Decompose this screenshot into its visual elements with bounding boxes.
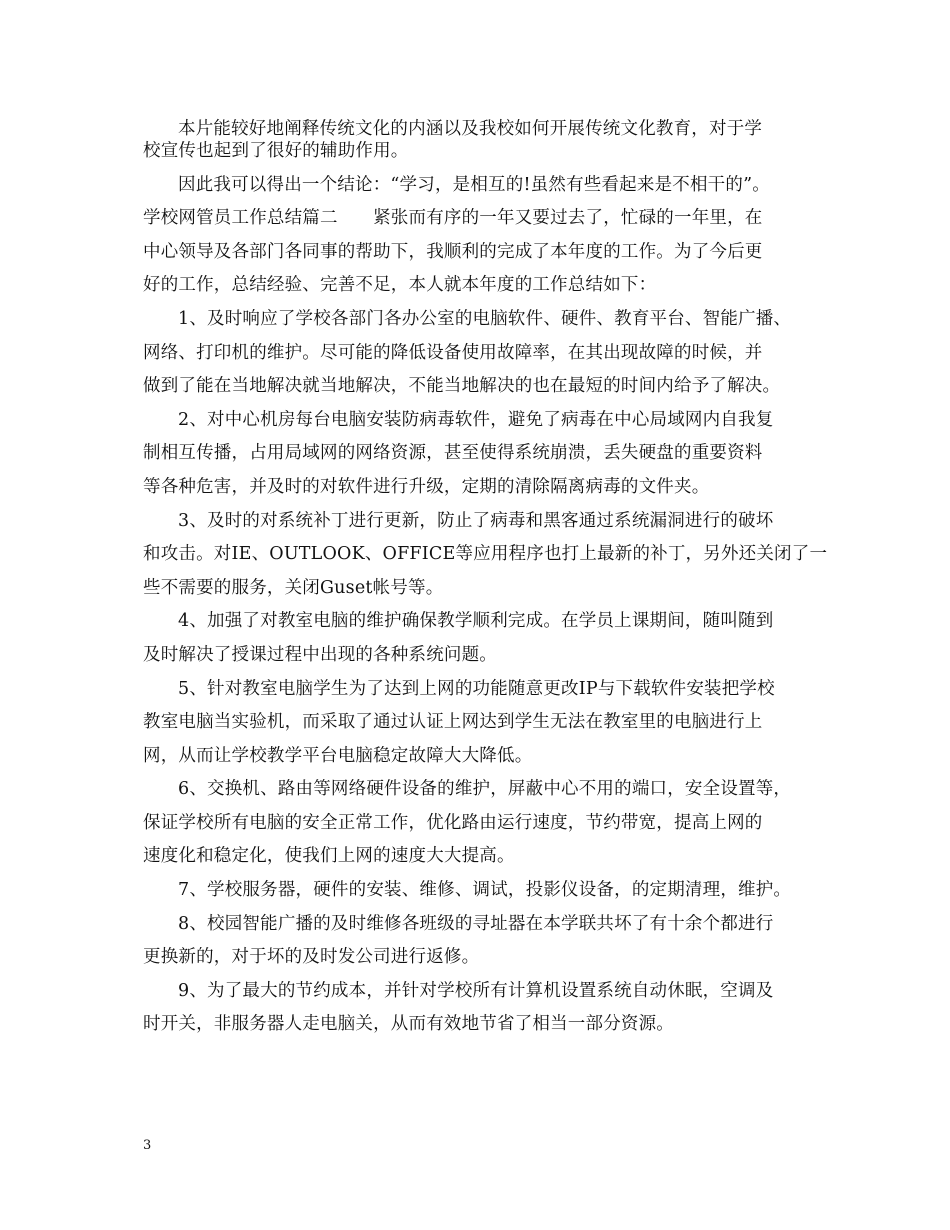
text-line: 3、及时的对系统补丁进行更新，防止了病毒和黑客通过系统漏洞进行的破坏 (178, 510, 774, 531)
text-line: 好的工作，总结经验、完善不足，本人就本年度的工作总结如下： (143, 275, 657, 296)
text-line: 5、针对教室电脑学生为了达到上网的功能随意更改IP与下载软件安装把学校 (178, 678, 775, 699)
text-line: 校宣传也起到了很好的辅助作用。 (143, 141, 409, 161)
text-line: 网络、打印机的维护。尽可能的降低设备使用故障率，在其出现故障的时候，并 (143, 342, 763, 363)
text-line: 更换新的，对于坏的及时发公司进行返修。 (143, 947, 480, 968)
text-line: 7、学校服务器，硬件的安装、维修、调试，投影仪设备，的定期清理，维护。 (178, 880, 792, 901)
text-line: 9、为了最大的节约成本，并针对学校所有计算机设置系统自动休眠，空调及 (178, 980, 774, 1001)
text-line: 教室电脑当实验机，而采取了通过认证上网达到学生无法在教室里的电脑进行上 (143, 712, 763, 733)
text-line: 6、交换机、路由等网络硬件设备的维护，屏蔽中心不用的端口，安全设置等， (178, 779, 792, 800)
text-line: 时开关，非服务器人走电脑关，从而有效地节省了相当一部分资源。 (143, 1014, 674, 1035)
text-line: 2、对中心机房每台电脑安装防病毒软件，避免了病毒在中心局域网内自我复 (178, 409, 774, 430)
document-body (143, 118, 828, 1035)
text-line: 8、校园智能广播的及时维修各班级的寻址器在本学联共坏了有十余个都进行 (178, 913, 774, 934)
text-line: 学校网管员工作总结篇二 紧张而有序的一年又要过去了，忙碌的一年里，在 (143, 208, 763, 229)
text-line: 做到了能在当地解决就当地解决，不能当地解决的也在最短的时间内给予了解决。 (143, 376, 781, 397)
text-line: 中心领导及各部门各同事的帮助下，我顺利的完成了本年度的工作。为了今后更 (143, 241, 763, 262)
text-line: 因此我可以得出一个结论：“学习，是相互的!虽然有些看起来是不相干的”。 (178, 174, 770, 195)
text-line: 1、及时响应了学校各部门各办公室的电脑软件、硬件、教育平台、智能广播、 (178, 308, 792, 329)
page-number: 3 (143, 1138, 152, 1153)
text-line: 及时解决了授课过程中出现的各种系统问题。 (143, 644, 497, 665)
text-line: 4、加强了对教室电脑的维护确保教学顺利完成。在学员上课期间，随叫随到 (178, 611, 774, 632)
text-line: 制相互传播，占用局域网的网络资源，甚至使得系统崩溃，丢失硬盘的重要资料 (143, 443, 763, 464)
text-line: 网，从而让学校教学平台电脑稳定故障大大降低。 (143, 745, 533, 766)
text-line: 等各种危害，并及时的对软件进行升级，定期的清除隔离病毒的文件夹。 (143, 476, 710, 497)
text-line: 保证学校所有电脑的安全正常工作，优化路由运行速度，节约带宽，提高上网的 (143, 812, 763, 833)
text-line: 速度化和稳定化，使我们上网的速度大大提高。 (143, 846, 515, 867)
text-line: 本片能较好地阐释传统文化的内涵以及我校如何开展传统文化教育，对于学 (178, 119, 763, 139)
text-line: 些不需要的服务，关闭Guset帐号等。 (143, 577, 444, 598)
text-line: 和攻击。对IE、OUTLOOK、OFFICE等应用程序也打上最新的补丁，另外还关闭了一 (143, 544, 828, 565)
